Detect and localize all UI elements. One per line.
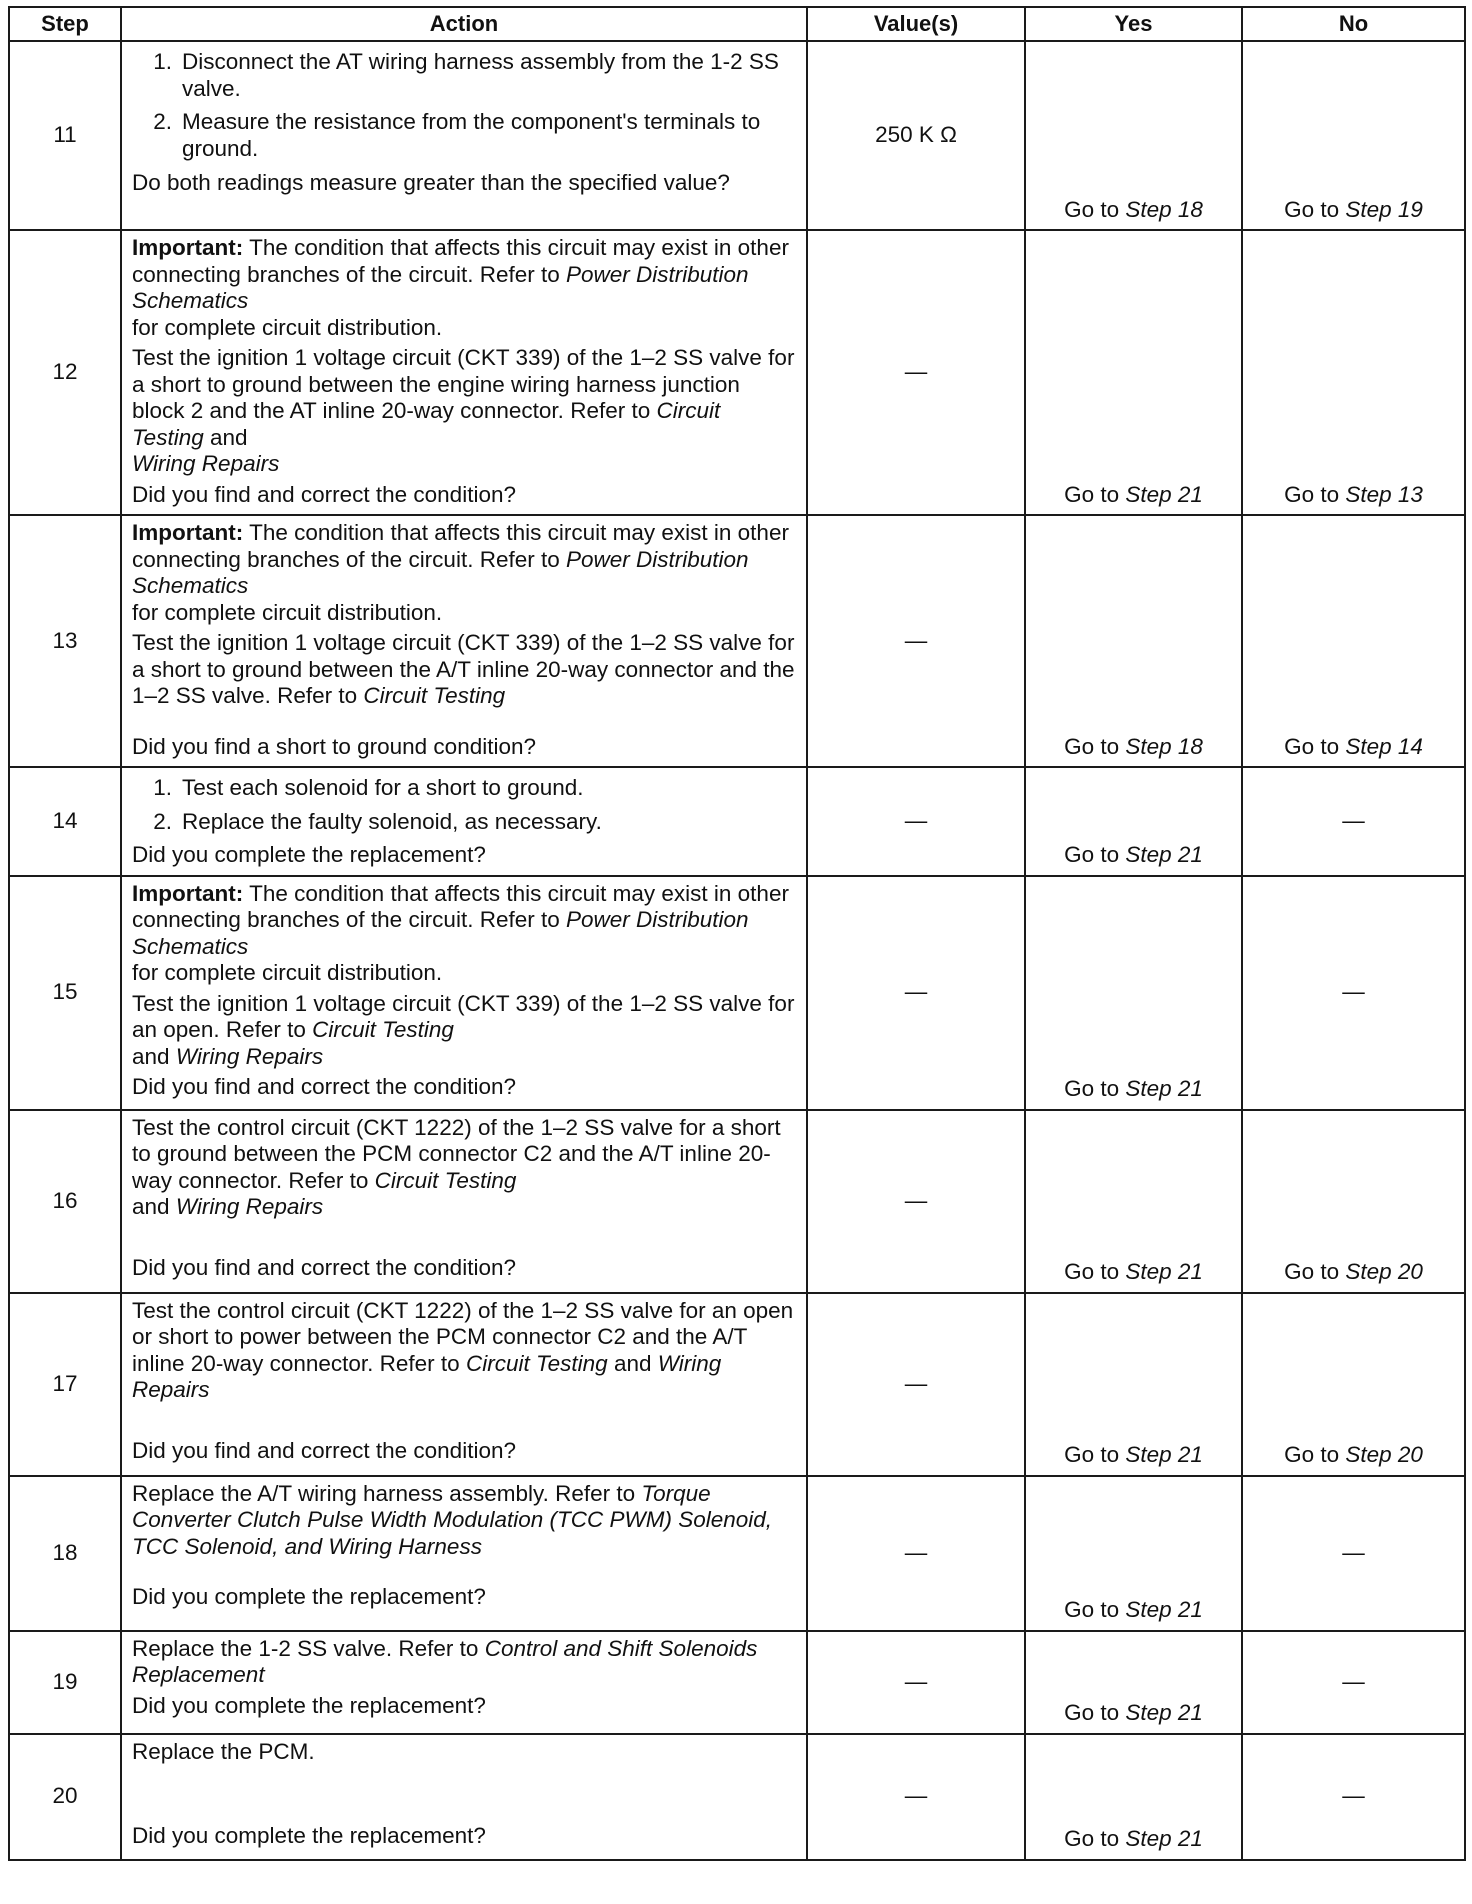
question-text: Did you complete the replacement? <box>132 1823 486 1848</box>
table-row <box>9 1110 1465 1293</box>
value-cell: — <box>807 1734 1025 1860</box>
no-cell: Go to Step 13 <box>1242 230 1465 515</box>
step-number: 20 <box>9 1734 121 1860</box>
list-item: 2. Measure the resistance from the component's terminals to ground. <box>153 109 761 161</box>
no-cell: Go to Step 20 <box>1242 1293 1465 1476</box>
list-item: 2. Replace the faulty solenoid, as necessary. <box>153 808 602 834</box>
header-values: Value(s) <box>807 7 1025 41</box>
action-cell <box>121 767 807 876</box>
list-item: 1. Disconnect the AT wiring harness assembly from the 1-2 SS valve. <box>153 49 779 101</box>
step-number: 13 <box>9 515 121 767</box>
diagnostic-table <box>8 6 1466 1861</box>
table-row <box>9 876 1465 1110</box>
question-text: Did you find and correct the condition? <box>132 1254 516 1280</box>
no-cell: — <box>1242 1734 1465 1860</box>
test-instruction: Test the control circuit (CKT 1222) of the 1–2 SS valve for an open or short to power between the PCM connector C2 and the A/T inline 20-way connector. Refer to Circuit Testing and Wiring Repairs <box>132 1297 794 1402</box>
no-cell: Go to Step 19 <box>1242 41 1465 230</box>
action-cell <box>121 1734 807 1860</box>
diagnostic-table-page <box>8 6 1466 1861</box>
value-cell: — <box>807 1476 1025 1631</box>
table-row <box>9 230 1465 515</box>
value-cell: — <box>807 767 1025 876</box>
test-instruction: Test the ignition 1 voltage circuit (CKT 339) of the 1–2 SS valve for a short to ground between the A/T inline 20-way connector and the 1–2 SS valve. Refer to Circuit Testing <box>132 630 795 708</box>
action-cell <box>121 515 807 767</box>
step-number: 15 <box>9 876 121 1110</box>
question-text: Did you find and correct the condition? <box>132 481 516 507</box>
no-cell: — <box>1242 1631 1465 1734</box>
yes-cell: Go to Step 18 <box>1025 515 1242 767</box>
header-action: Action <box>121 7 807 41</box>
list-item: 1. Test each solenoid for a short to ground. <box>153 775 584 800</box>
header-no: No <box>1242 7 1465 41</box>
question-text: Did you find and correct the condition? <box>132 1074 516 1099</box>
question-text: Did you complete the replacement? <box>132 1692 486 1718</box>
step-number: 19 <box>9 1631 121 1734</box>
header-row <box>9 7 1465 41</box>
step-number: 12 <box>9 230 121 515</box>
yes-cell: Go to Step 21 <box>1025 230 1242 515</box>
table-row <box>9 41 1465 230</box>
step-number: 18 <box>9 1476 121 1631</box>
yes-cell: Go to Step 21 <box>1025 1110 1242 1293</box>
yes-cell: Go to Step 21 <box>1025 1293 1242 1476</box>
test-instruction: Test the ignition 1 voltage circuit (CKT 339) of the 1–2 SS valve for an open. Refer to Circuit Testing and Wiring Repairs <box>132 990 795 1069</box>
table-row <box>9 1631 1465 1734</box>
table-row <box>9 515 1465 767</box>
step-number: 11 <box>9 41 121 230</box>
action-cell <box>121 876 807 1110</box>
table-row <box>9 1476 1465 1631</box>
yes-cell: Go to Step 21 <box>1025 876 1242 1110</box>
no-cell: Go to Step 20 <box>1242 1110 1465 1293</box>
no-cell: — <box>1242 1476 1465 1631</box>
test-instruction: Test the control circuit (CKT 1222) of the 1–2 SS valve for a short to ground between the PCM connector C2 and the A/T inline 20-way connector. Refer to Circuit Testing and Wiring Repairs <box>132 1114 781 1219</box>
value-cell: — <box>807 515 1025 767</box>
step-number: 17 <box>9 1293 121 1476</box>
question-text: Did you complete the replacement? <box>132 842 486 867</box>
header-step: Step <box>9 7 121 41</box>
step-number: 14 <box>9 767 121 876</box>
action-cell <box>121 41 807 230</box>
question-text: Did you find and correct the condition? <box>132 1437 516 1463</box>
yes-cell: Go to Step 21 <box>1025 1734 1242 1860</box>
table-row <box>9 1293 1465 1476</box>
no-cell: Go to Step 14 <box>1242 515 1465 767</box>
action-cell <box>121 1476 807 1631</box>
test-instruction: Test the ignition 1 voltage circuit (CKT 339) of the 1–2 SS valve for a short to ground between the engine wiring harness junction block 2 and the AT inline 20-way connector. Refer to Circuit Testing and Wiring Repairs <box>132 345 795 476</box>
action-cell <box>121 230 807 515</box>
important-note: Important: The condition that affects this circuit may exist in other connecting branches of the circuit. Refer to Power Distribution Schematics for complete circuit distribution. <box>132 235 789 340</box>
value-cell: — <box>807 1631 1025 1734</box>
action-cell <box>121 1110 807 1293</box>
table-row <box>9 1734 1465 1860</box>
question-text: Did you find a short to ground condition? <box>132 733 537 759</box>
action-cell <box>121 1293 807 1476</box>
no-cell: — <box>1242 767 1465 876</box>
question-text: Do both readings measure greater than the specified value? <box>132 170 730 195</box>
step-number: 16 <box>9 1110 121 1293</box>
value-cell: — <box>807 1293 1025 1476</box>
yes-cell: Go to Step 21 <box>1025 1631 1242 1734</box>
value-cell: — <box>807 876 1025 1110</box>
important-note: Important: The condition that affects this circuit may exist in other connecting branches of the circuit. Refer to Power Distribution Schematics for complete circuit distribution. <box>132 880 789 985</box>
value-cell: — <box>807 1110 1025 1293</box>
test-instruction: Replace the 1-2 SS valve. Refer to Control and Shift Solenoids Replacement <box>132 1635 758 1687</box>
test-instruction: Replace the A/T wiring harness assembly. Refer to Torque Converter Clutch Pulse Width Modulation (TCC PWM) Solenoid, TCC Solenoid, and Wiring Harness <box>132 1480 773 1559</box>
question-text: Did you complete the replacement? <box>132 1584 486 1609</box>
no-cell: — <box>1242 876 1465 1110</box>
yes-cell: Go to Step 18 <box>1025 41 1242 230</box>
header-yes: Yes <box>1025 7 1242 41</box>
test-instruction: Replace the PCM. <box>132 1738 315 1764</box>
table-row <box>9 767 1465 876</box>
value-cell: 250 K Ω <box>807 41 1025 230</box>
value-cell: — <box>807 230 1025 515</box>
yes-cell: Go to Step 21 <box>1025 1476 1242 1631</box>
important-note: Important: The condition that affects this circuit may exist in other connecting branches of the circuit. Refer to Power Distribution Schematics for complete circuit distribution. <box>132 520 789 625</box>
yes-cell: Go to Step 21 <box>1025 767 1242 876</box>
action-cell <box>121 1631 807 1734</box>
